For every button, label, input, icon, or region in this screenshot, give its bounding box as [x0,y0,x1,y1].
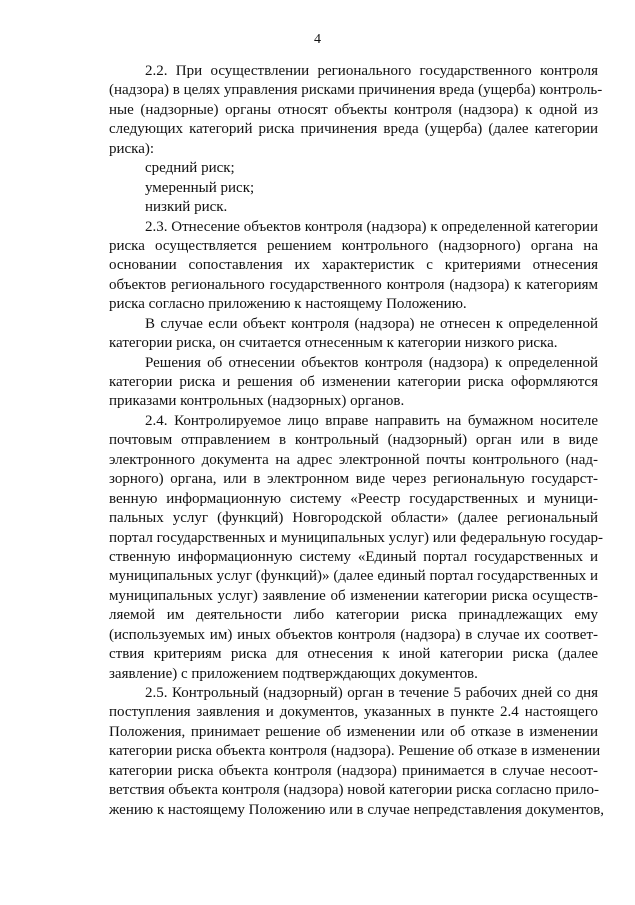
document-body [109,62,605,820]
text-line: ляемой им деятельности либо категории риска принадлежащих ему [109,607,598,624]
text-line: муниципальных услуг (функций)» (далее единый портал государственных и [109,568,598,585]
text-line: 2.4. Контролируемое лицо вправе направить на бумажном носителе [145,412,598,429]
text-line: муниципальных услуг) заявление об изменении категории риска осуществ- [109,587,598,604]
text-line: риска): [109,140,155,157]
text-line: категории риска объекта контроля (надзора). Решение об отказе в изменении [109,743,601,760]
text-line: электронного документа на адрес электронной почты контрольного (над- [109,451,598,468]
text-line: ветствия объекта контроля (надзора) новой категории риска согласно прило- [109,782,599,799]
list-item: умеренный риск; [145,179,255,196]
text-line: объектов регионального государственного контроля (надзора) к категориям [109,276,598,293]
text-line: категории риска, он считается отнесенным к категории низкого риска. [109,335,558,352]
text-line: зорного) органа, или в электронном виде через региональную государст- [109,471,598,488]
text-line: основании сопоставления их характеристик с критериями отнесения [109,257,598,274]
text-line: ственную информационную систему «Единый портал государственных и [109,548,598,565]
text-line: следующих категорий риска причинения вреда (ущерба) (далее категории [109,121,598,138]
text-line: В случае если объект контроля (надзора) не отнесен к определенной [145,315,598,332]
text-line: Положения, принимает решение об изменении или об отказе в изменении [109,723,598,740]
text-line: почтовым отправлением в контрольный (надзорный) орган или в виде [109,432,598,449]
text-line: категории риска объекта контроля (надзора) принимается в случае несоот- [109,762,598,779]
text-line: портал государственных и муниципальных услуг) или федеральную государ- [109,529,604,546]
text-line: 2.3. Отнесение объектов контроля (надзора) к определенной категории [145,218,598,235]
page-number: 4 [314,32,321,47]
text-line: риска осуществляется решением контрольного (надзорного) органа на [109,237,598,254]
text-line: категории риска и решения об изменении категории риска оформляются [109,374,598,390]
text-line: риска согласно приложению к настоящему Положению. [109,296,467,313]
text-line: 2.2. При осуществлении регионального государственного контроля [145,63,598,79]
text-line: приказами контрольных (надзорных) органов. [109,393,405,410]
text-line: заявление) с приложением подтверждающих документов. [109,665,478,682]
text-line: ные (надзорные) органы относят объекты контроля (надзора) к одной из [109,101,598,118]
text-line: пальных услуг (функций) Новгородской области» (далее региональный [109,510,598,527]
text-line: (надзора) в целях управления рисками причинения вреда (ущерба) контроль- [109,82,603,99]
text-line: Решения об отнесении объектов контроля (надзора) к определенной [145,354,598,371]
text-line: 2.5. Контрольный (надзорный) орган в течение 5 рабочих дней со дня [145,685,598,701]
text-line: (используемых им) иных объектов контроля (надзора) в случае их соответ- [109,626,598,643]
text-line: поступления заявления и документов, указанных в пункте 2.4 настоящего [109,704,598,721]
list-item: средний риск; [145,160,235,177]
text-line: жению к настоящему Положению или в случае непредставления документов, [109,801,605,818]
text-line: венную информационную систему «Реестр государственных и муници- [109,490,598,507]
text-line: ствия критериям риска для отнесения к иной категории риска (далее [109,646,598,663]
list-item: низкий риск. [145,199,228,216]
